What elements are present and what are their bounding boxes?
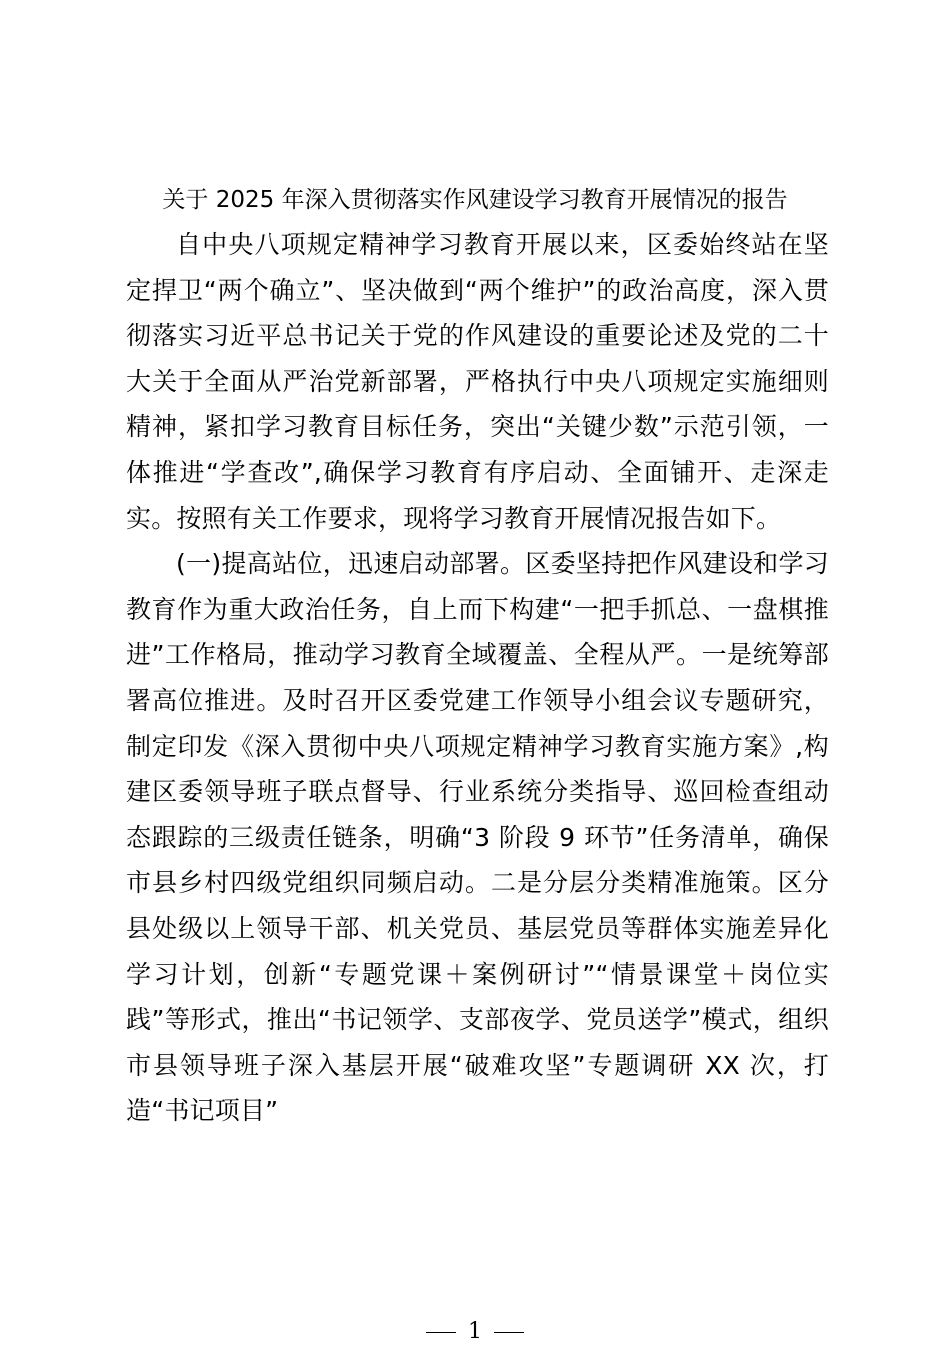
paragraph-intro: 自中央八项规定精神学习教育开展以来，区委始终站在坚定捍卫“两个确立”、坚决做到“两个维护”的政治高度，深入贯彻落实习近平总书记关于党的作风建设的重要论述及党的二十大关于全面从严治党新部署，严格执行中央八项规定实施细则精神，紧扣学习教育目标任务，突出“关键少数”示范引领，一体推进“学查改”,确保学习教育有序启动、全面铺开、走深走实。按照有关工作要求，现将学习教育开展情况报告如下。: [126, 230, 829, 533]
footer-dash-right: [494, 1332, 524, 1333]
document-body: [126, 222, 829, 1134]
page-footer: [0, 1318, 950, 1346]
paragraph-section-1: (一)提高站位，迅速启动部署。区委坚持把作风建设和学习教育作为重大政治任务，自上而下构建“一把手抓总、一盘棋推进”工作格局，推动学习教育全域覆盖、全程从严。一是统筹部署高位推进。及时召开区委党建工作领导小组会议专题研究，制定印发《深入贯彻中央八项规定精神学习教育实施方案》,构建区委领导班子联点督导、行业系统分类指导、巡回检查组动态跟踪的三级责任链条，明确“3 阶段 9 环节”任务清单，确保市县乡村四级党组织同频启动。二是分层分类精准施策。区分县处级以上领导干部、机关党员、基层党员等群体实施差异化学习计划，创新“专题党课＋案例研讨”“情景课堂＋岗位实践”等形式，推出“书记领学、支部夜学、党员送学”模式，组织市县领导班子深入基层开展“破难攻坚”专题调研 XX 次，打造“书记项目”: [126, 549, 829, 1126]
footer-dash-left: [426, 1332, 456, 1333]
page-number: 1: [468, 1319, 482, 1344]
document-title: 关于 2025 年深入贯彻落实作风建设学习教育开展情况的报告: [162, 187, 788, 213]
